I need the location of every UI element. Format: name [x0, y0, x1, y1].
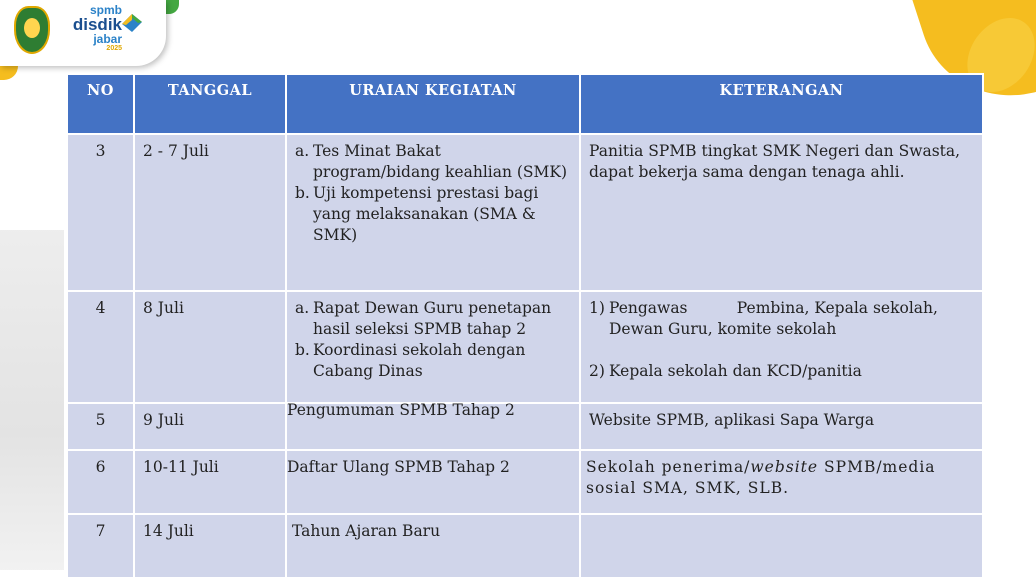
header-logo-card — [0, 0, 166, 66]
table-row — [67, 403, 983, 450]
table-row — [67, 450, 983, 514]
header-uraian-kegiatan: URAIAN KEGIATAN — [286, 74, 580, 134]
brand-line-2: disdik — [72, 15, 122, 34]
header-no: NO — [67, 74, 134, 134]
row-activity: Daftar Ulang SPMB Tahap 2 — [286, 450, 580, 514]
brand-year: 2025 — [106, 45, 122, 52]
row-number: 6 — [67, 450, 134, 514]
row-number: 4 — [67, 291, 134, 403]
activity-item: a. Rapat Dewan Guru penetapan hasil seleksi SPMB tahap 2 — [295, 299, 552, 338]
header-keterangan: KETERANGAN — [580, 74, 983, 134]
row-note — [580, 291, 983, 403]
activity-item: b. Uji kompetensi prestasi bagi yang melaksanakan (SMA & SMK) — [295, 184, 539, 244]
brand-line-1: spmb — [89, 3, 122, 17]
decorative-green-corner — [165, 0, 179, 14]
schedule-table — [66, 73, 984, 579]
row-number: 3 — [67, 134, 134, 291]
table-row — [67, 514, 983, 578]
row-note: Panitia SPMB tingkat SMK Negeri dan Swasta, dapat bekerja sama dengan tenaga ahli. — [580, 134, 983, 291]
row-activity — [286, 291, 580, 403]
table-row — [67, 291, 983, 403]
background-building-image — [0, 230, 64, 570]
table-row — [67, 134, 983, 291]
decorative-yellow-corner — [0, 64, 18, 80]
row-date: 10-11 Juli — [134, 450, 286, 514]
row-activity: Pengumuman SPMB Tahap 2 — [286, 403, 580, 450]
row-activity — [286, 134, 580, 291]
row-note: Sekolah penerima/website SPMB/media sosial SMA, SMK, SLB. — [580, 450, 983, 514]
spmb-logo — [62, 4, 122, 52]
row-date: 2 - 7 Juli — [134, 134, 286, 291]
row-note — [580, 514, 983, 578]
jawa-barat-crest-logo — [14, 6, 50, 54]
brand-line-3: jabar — [93, 32, 122, 46]
row-date: 14 Juli — [134, 514, 286, 578]
row-activity: Tahun Ajaran Baru — [286, 514, 580, 578]
row-date: 9 Juli — [134, 403, 286, 450]
activity-item: b. Koordinasi sekolah dengan Cabang Dinas — [295, 341, 526, 380]
book-logo-icon — [118, 8, 146, 36]
table-header-row — [67, 74, 983, 134]
activity-item: a. Tes Minat Bakat program/bidang keahlian (SMK) — [295, 142, 568, 181]
row-number: 5 — [67, 403, 134, 450]
row-date: 8 Juli — [134, 291, 286, 403]
note-item: 2) Kepala sekolah dan KCD/panitia — [589, 362, 862, 380]
note-item: 1) Pengawas Pembina, Kepala sekolah, Dewan Guru, komite sekolah — [589, 299, 943, 338]
row-number: 7 — [67, 514, 134, 578]
row-note: Website SPMB, aplikasi Sapa Warga — [580, 403, 983, 450]
header-tanggal: TANGGAL — [134, 74, 286, 134]
